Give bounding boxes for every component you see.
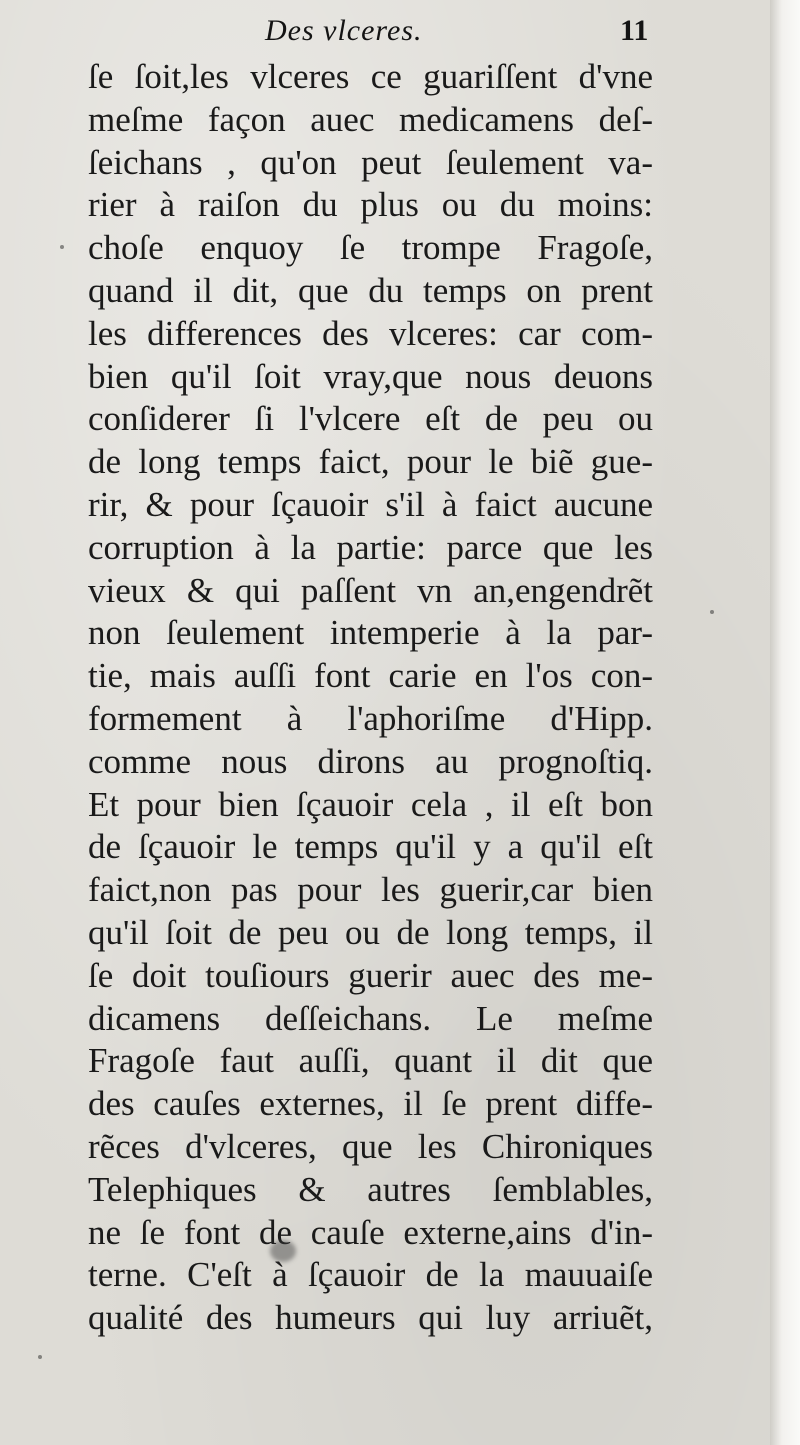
text-line: ſe doit touſiours guerir auec des me- — [88, 955, 653, 995]
text-line: de long temps faict, pour le biẽ gue- — [88, 442, 653, 482]
text-line: faict,non pas pour les guerir,car bien — [88, 870, 653, 910]
text-line: corruption à la partie: parce que les — [88, 527, 653, 567]
text-line: ne ſe font de cauſe externe,ains d'in- — [88, 1212, 653, 1252]
text-line: ſe ſoit,les vlceres ce guariſſent d'vne — [88, 57, 653, 96]
text-line: tie, mais auſſi font carie en l'os con- — [88, 656, 653, 696]
text-line: vieux & qui paſſent vn an,engendrẽt — [88, 570, 653, 610]
text-line: conſiderer ſi l'vlcere eſt de peu ou — [88, 399, 653, 439]
text-line: comme nous dirons au prognoſtiq. — [88, 741, 653, 781]
page-edge — [770, 0, 800, 1445]
text-line: Telephiques & autres ſemblables, — [88, 1169, 653, 1209]
text-line: les differences des vlceres: car com- — [88, 313, 653, 353]
text-line: terne. C'eſt à ſçauoir de la mauuaiſe — [88, 1255, 653, 1295]
text-line: Et pour bien ſçauoir cela , il eſt bon — [88, 784, 653, 824]
text-line: choſe enquoy ſe trompe Fragoſe, — [88, 228, 653, 268]
text-line: quand il dit, que du temps on prent — [88, 270, 653, 310]
text-line: meſme façon auec medicamens deſ- — [88, 99, 653, 139]
paper-speck — [60, 245, 64, 249]
body-text — [88, 56, 653, 1340]
page-number: 11 — [620, 14, 649, 47]
text-line: de ſçauoir le temps qu'il y a qu'il eſt — [88, 827, 653, 867]
text-line: qualité des humeurs qui luy arriuẽt, — [88, 1298, 653, 1338]
ink-smudge — [270, 1240, 296, 1262]
text-line: des cauſes externes, il ſe prent diffe- — [88, 1084, 653, 1124]
text-line: ſeichans , qu'on peut ſeulement va- — [88, 142, 653, 182]
text-line: qu'il ſoit de peu ou de long temps, il — [88, 912, 653, 952]
text-line: dicamens deſſeichans. Le meſme — [88, 998, 653, 1038]
paper-speck — [710, 610, 714, 614]
running-title: Des vlceres. — [265, 14, 423, 47]
text-line: rẽces d'vlceres, que les Chironiques — [88, 1126, 653, 1166]
text-line: Fragoſe faut auſſi, quant il dit que — [88, 1041, 653, 1081]
text-line: non ſeulement intemperie à la par- — [88, 613, 653, 653]
text-line: formement à l'aphoriſme d'Hipp. — [88, 698, 653, 738]
paper-speck — [38, 1355, 42, 1359]
page-header — [0, 14, 660, 54]
text-line: rir, & pour ſçauoir s'il à faict aucune — [88, 484, 653, 524]
text-line: bien qu'il ſoit vray,que nous deuons — [88, 356, 653, 396]
text-line: rier à raiſon du plus ou du moins: — [88, 185, 653, 225]
